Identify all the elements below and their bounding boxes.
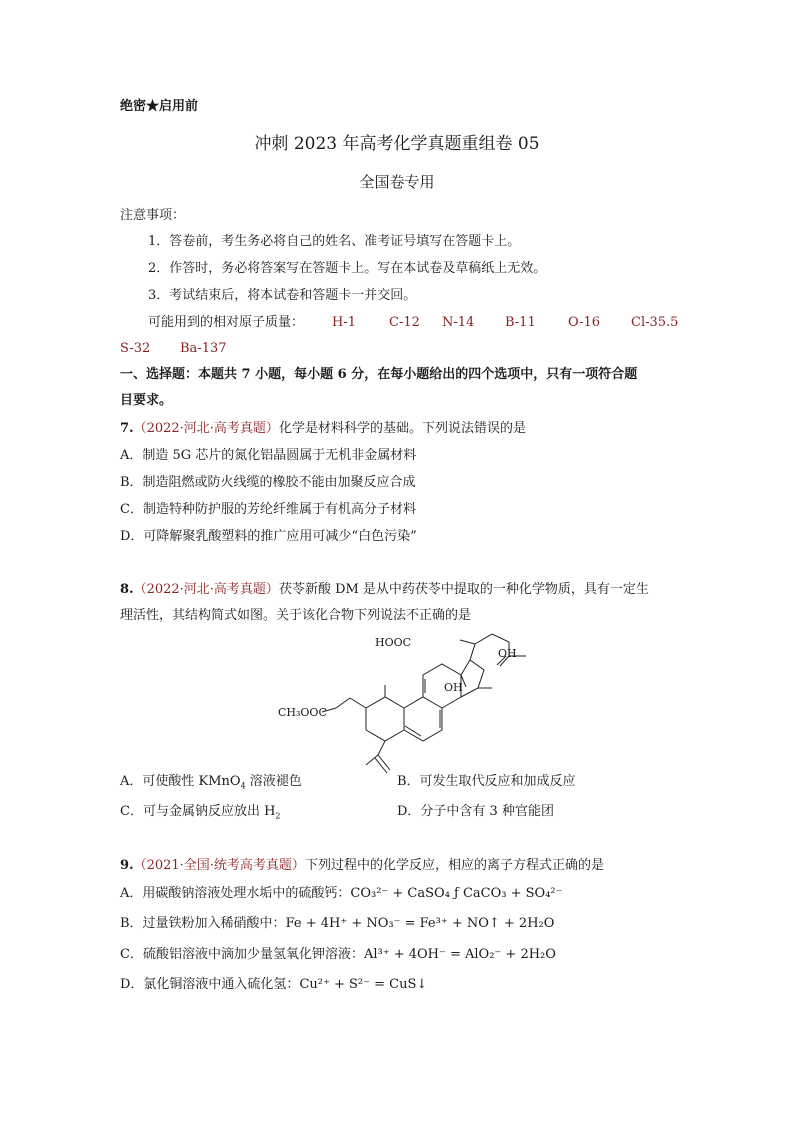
question-8-stem [120, 581, 649, 599]
mass-cl: Cl-35.5 [631, 315, 679, 330]
question-text: 下列过程中的化学反应，相应的离子方程式正确的是 [304, 858, 604, 873]
notes-item-2: 2．作答时，务必将答案写在答题卡上。写在本试卷及草稿纸上无效。 [148, 261, 547, 276]
notes-item-3: 3．考试结束后，将本试卷和答题卡一并交回。 [148, 288, 417, 303]
page-title: 冲刺 2023 年高考化学真题重组卷 05 [254, 134, 540, 154]
q7-option-a: A．制造 5G 芯片的氮化铝晶圆属于无机非金属材料 [120, 448, 417, 463]
q7-option-d: D．可降解聚乳酸塑料的推广应用可减少“白色污染” [120, 529, 417, 544]
notes-item-1: 1．答卷前，考生务必将自己的姓名、准考证号填写在答题卡上。 [148, 234, 521, 249]
q9-option-a: A．用碳酸钠溶液处理水垢中的硫酸钙：CO₃²⁻ + CaSO₄ ƒ CaCO₃ + SO₄²⁻ [120, 886, 563, 901]
secret-label: 绝密★启用前 [120, 99, 199, 114]
q8-option-b: B．可发生取代反应和加成反应 [397, 774, 576, 789]
question-9-stem [120, 857, 604, 875]
mass-ba: Ba-137 [180, 341, 227, 356]
equation: Cu²⁺ + S²⁻ = CuS↓ [299, 977, 428, 992]
page-subtitle: 全国卷专用 [359, 173, 435, 191]
question-text: 茯苓新酸 DM 是从中药茯苓中提取的一种化学物质，具有一定生 [278, 582, 649, 597]
mass-s: S-32 [120, 341, 151, 356]
structure-label-hooc: HOOC [375, 636, 412, 649]
question-source: （2021·全国·统考高考真题） [133, 858, 305, 873]
structure-label-oh-ring: OH [444, 681, 463, 694]
question-source: （2022·河北·高考真题） [133, 582, 279, 597]
question-number: 7. [120, 421, 134, 436]
equation: Fe + 4H⁺ + NO₃⁻ = Fe³⁺ + NO↑ + 2H₂O [285, 916, 555, 931]
structure-label-oh-top: OH [498, 647, 517, 660]
mass-h: H-1 [332, 315, 357, 330]
q9-option-d: D．氯化铜溶液中通入硫化氢：Cu²⁺ + S²⁻ = CuS↓ [120, 977, 428, 992]
question-source: （2022·河北·高考真题） [133, 421, 279, 436]
q9-option-b: B．过量铁粉加入稀硝酸中：Fe + 4H⁺ + NO₃⁻ = Fe³⁺ + NO↑ + 2H₂O [120, 916, 555, 931]
mass-c: C-12 [389, 315, 420, 330]
q8-option-c: C．可与金属钠反应放出 $H_2$ [120, 804, 281, 821]
question-8-stem-cont: 理活性，其结构简式如图。关于该化合物下列说法不正确的是 [120, 608, 472, 623]
notes-heading: 注意事项： [120, 208, 186, 223]
atomic-mass-label: 可能用到的相对原子质量： [148, 315, 305, 330]
question-number: 9. [120, 858, 134, 873]
mass-o: O-16 [568, 315, 601, 330]
q7-option-b: B．制造阻燃或防火线缆的橡胶不能由加聚反应合成 [120, 475, 416, 490]
question-number: 8. [120, 582, 134, 597]
equation: Al³⁺ + 4OH⁻ = AlO₂⁻ + 2H₂O [363, 947, 556, 962]
question-7-stem [120, 420, 526, 438]
mass-b: B-11 [505, 315, 536, 330]
equation: CO₃²⁻ + CaSO₄ ƒ CaCO₃ + SO₄²⁻ [350, 886, 563, 901]
structure-label-ester: CH₃OOC [278, 706, 327, 719]
q7-option-c: C．制造特种防护服的芳纶纤维属于有机高分子材料 [120, 502, 416, 517]
mass-n: N-14 [442, 315, 475, 330]
q8-option-a: A．可使酸性 KMnO$_4$ 溶液褪色 [120, 774, 302, 791]
section-heading-cont: 目要求。 [120, 393, 173, 408]
section-heading: 一、选择题：本题共 7 小题，每小题 6 分，在每小题给出的四个选项中，只有一项符合题 [120, 367, 638, 382]
q8-option-d: D．分子中含有 3 种官能团 [397, 804, 554, 819]
question-text: 化学是材料科学的基础。下列说法错误的是 [278, 421, 526, 436]
q9-option-c: C．硫酸铝溶液中滴加少量氢氧化钾溶液：Al³⁺ + 4OH⁻ = AlO₂⁻ + 2H₂O [120, 947, 556, 962]
